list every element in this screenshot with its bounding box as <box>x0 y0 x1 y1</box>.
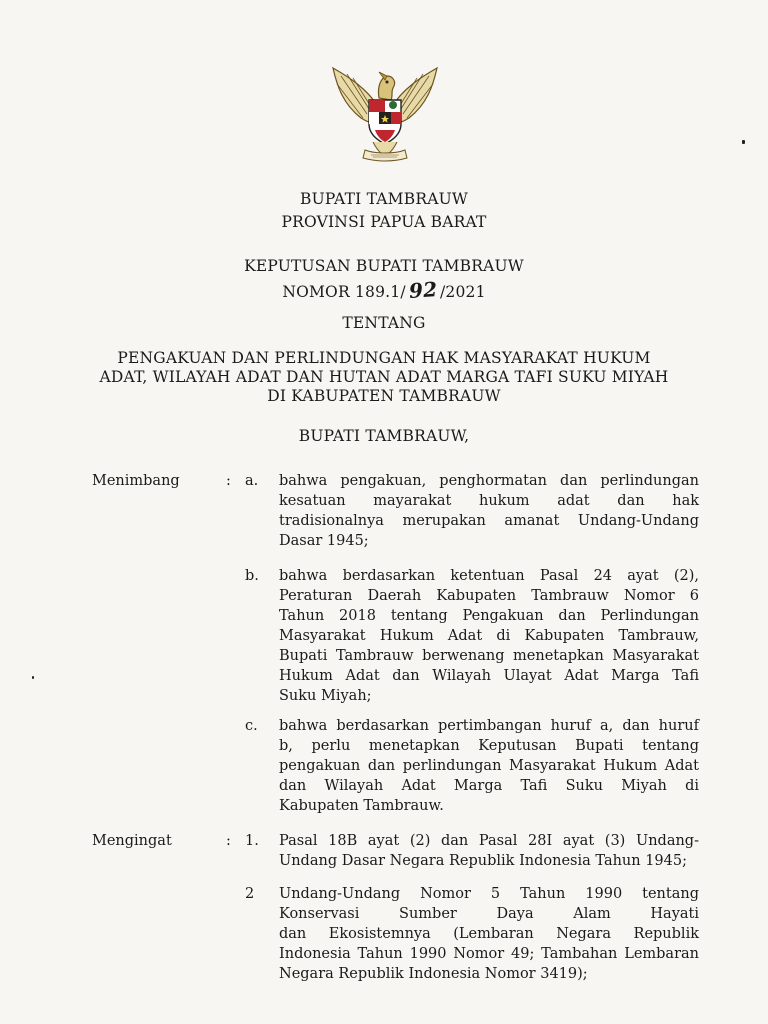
text-line: Indonesia Tahun 1990 Nomor 49; Tambahan Lembaran <box>279 946 699 962</box>
menimbang-item-c <box>279 716 699 816</box>
mengingat-label: Mengingat <box>92 833 172 849</box>
text-line: Kabupaten Tambrauw. <box>279 798 444 814</box>
text-line: Hukum Adat dan Wilayah Ulayat Adat Marga Tafi <box>279 668 699 684</box>
text-line: pengakuan dan perlindungan Masyarakat Hukum Adat <box>279 758 699 774</box>
mengingat-item-1 <box>279 831 699 871</box>
text-line: Suku Miyah; <box>279 688 372 704</box>
mengingat-marker-1: 1. <box>245 833 259 849</box>
text-line: dan Ekosistemnya (Lembaran Negara Republik <box>279 926 699 942</box>
decree-number <box>0 278 768 302</box>
text-line: Tahun 2018 tentang Pengakuan dan Perlindungan <box>279 608 699 624</box>
subject-line-3: DI KABUPATEN TAMBRAUW <box>267 387 501 405</box>
menimbang-marker-a: a. <box>245 473 259 489</box>
tentang-heading: TENTANG <box>342 314 426 332</box>
menimbang-marker-b: b. <box>245 568 259 584</box>
mengingat-colon: : <box>226 833 231 849</box>
mengingat-marker-2: 2 <box>245 886 255 902</box>
menimbang-marker-c: c. <box>245 718 258 734</box>
menimbang-item-a <box>279 471 699 551</box>
text-line: Undang Dasar Negara Republik Indonesia Tahun 1945; <box>279 853 687 869</box>
text-line: bahwa pengakuan, penghormatan dan perlindungan <box>279 473 699 489</box>
subject-line-1: PENGAKUAN DAN PERLINDUNGAN HAK MASYARAKAT HUKUM <box>117 349 651 367</box>
issuer-salutation: BUPATI TAMBRAUW, <box>298 427 470 445</box>
scan-speck <box>32 676 34 679</box>
text-line: bahwa berdasarkan pertimbangan huruf a, dan huruf <box>279 718 699 734</box>
decree-title: KEPUTUSAN BUPATI TAMBRAUW <box>244 257 524 275</box>
mengingat-item-2 <box>279 884 699 984</box>
text-line: b, perlu menetapkan Keputusan Bupati tentang <box>279 738 699 754</box>
subject-line-2: ADAT, WILAYAH ADAT DAN HUTAN ADAT MARGA TAFI SUKU MIYAH <box>99 368 669 386</box>
text-line: Negara Republik Indonesia Nomor 3419); <box>279 966 588 982</box>
decree-number-suffix: /2021 <box>440 283 486 301</box>
issuer-title: BUPATI TAMBRAUW <box>300 190 468 208</box>
text-line: Undang-Undang Nomor 5 Tahun 1990 tentang <box>279 886 699 902</box>
scan-speck <box>742 140 745 144</box>
text-line: bahwa berdasarkan ketentuan Pasal 24 ayat (2), <box>279 568 699 584</box>
garuda-emblem-icon <box>327 58 443 170</box>
text-line: Peraturan Daerah Kabupaten Tambrauw Nomor 6 <box>279 588 699 604</box>
handwritten-number: 92 <box>407 277 438 303</box>
text-line: Pasal 18B ayat (2) dan Pasal 28I ayat (3) Undang- <box>279 833 699 849</box>
text-line: Konservasi Sumber Daya Alam Hayati <box>279 906 699 922</box>
text-line: Masyarakat Hukum Adat di Kabupaten Tambrauw, <box>279 628 699 644</box>
menimbang-label: Menimbang <box>92 473 180 489</box>
text-line: dan Wilayah Adat Marga Tafi Suku Miyah di <box>279 778 699 794</box>
menimbang-item-b <box>279 566 699 706</box>
decree-number-prefix: NOMOR 189.1/ <box>282 283 406 301</box>
province-title: PROVINSI PAPUA BARAT <box>281 213 487 231</box>
text-line: Dasar 1945; <box>279 533 369 549</box>
text-line: tradisionalnya merupakan amanat Undang-Undang <box>279 513 699 529</box>
text-line: Bupati Tambrauw berwenang menetapkan Masyarakat <box>279 648 699 664</box>
text-line: kesatuan mayarakat hukum adat dan hak <box>279 493 699 509</box>
menimbang-colon: : <box>226 473 231 489</box>
